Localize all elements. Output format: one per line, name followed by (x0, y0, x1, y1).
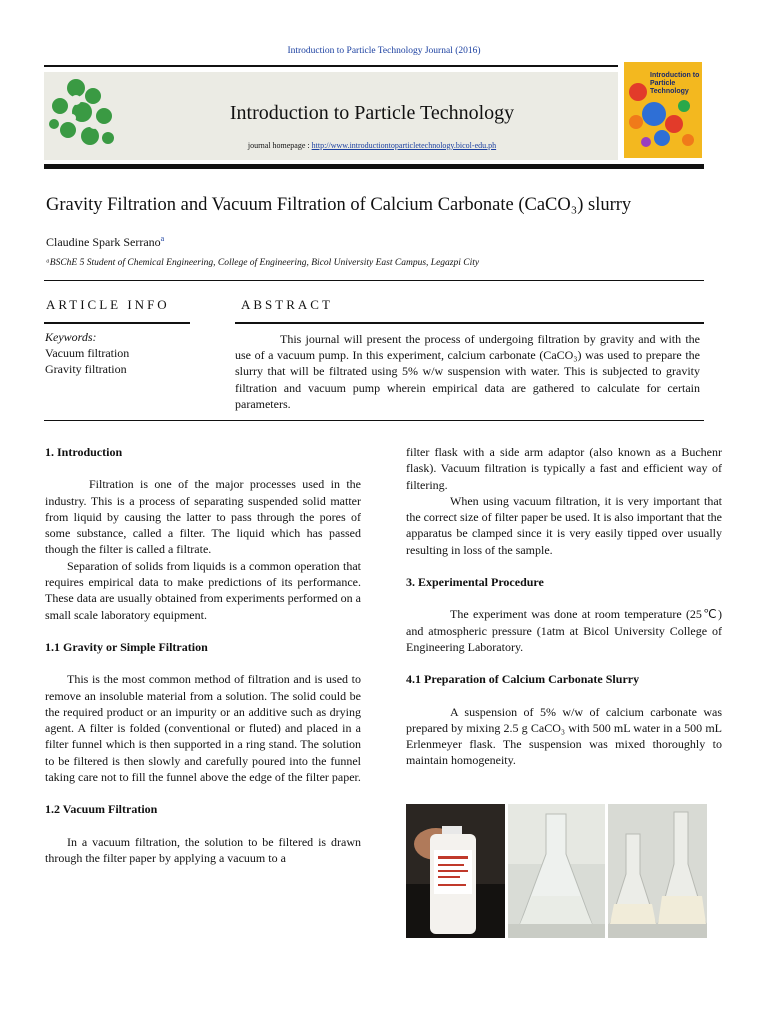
paragraph: The experiment was done at room temperature (25℃) and atmospheric pressure (1atm at Bicol University College of Engineering Laboratory. (406, 607, 722, 654)
author-affil-mark: a (160, 234, 165, 243)
section-heading: 1.2 Vacuum Filtration (45, 802, 158, 817)
abstract-body: This journal will present the process of undergoing filtration by gravity and with the use of a vacuum pump. In this experiment, calcium carbonate (CaCO₃) was used to prepare the slurry that will be filtrated using 5% w/w suspension with water. This is subjected to gravity filtration and vacuum pump wherein empirical data are gathered to calculate for certain parameters. (235, 332, 700, 411)
paper-title: Gravity Filtration and Vacuum Filtration of Calcium Carbonate (CaCO₃) slurry (46, 195, 632, 215)
journal-homepage (122, 141, 622, 150)
homepage-link[interactable]: http://www.introductiontoparticletechnology.bicol-edu.ph (311, 141, 497, 150)
paragraph: Separation of solids from liquids is a common operation that requires empirical data to make predictions of its performance. These data are usually obtained from experiments performed on a small scale laboratory equipment. (45, 558, 361, 622)
article-info-heading: ARTICLE INFO (46, 297, 170, 312)
homepage-label: journal homepage : (247, 141, 310, 150)
cover-title: Introduction to Particle Technology (650, 72, 700, 95)
divider (44, 280, 704, 281)
section-heading: 4.1 Preparation of Calcium Carbonate Slurry (406, 672, 640, 687)
journal-title: Introduction to Particle Technology (229, 102, 515, 124)
abstract-heading: ABSTRACT (241, 297, 333, 312)
photo-reagent-bottle (406, 804, 505, 938)
paragraph: filter flask with a side arm adaptor (also known as a Buchenr flask). Vacuum filtration is typically a fast and efficient way of filtering. (406, 445, 722, 492)
keyword-item: Vacuum filtration (45, 346, 130, 360)
header-top-rule (44, 65, 618, 67)
paragraph: This is the most common method of filtration and is used to remove an insoluble material from a solution. The solid could be the required product or an impurity or an additive such as drying agent. A filter is folded (conventional or fluted) and placed in a filter funnel which is then supported in a ring stand. The solution to be filtered is then slowly and carefully poured into the funnel taking care not to fill the funnel above the edge of the filter paper. (45, 672, 361, 785)
author-affiliation: ᵃBSChE 5 Student of Chemical Engineering, College of Engineering, Bicol University East Campus, Legazpi City (46, 258, 480, 268)
photo-flask-slurry (508, 804, 605, 938)
journal-logo (46, 76, 120, 152)
paragraph: In a vacuum filtration, the solution to be filtered is drawn through the filter paper by applying a vacuum to a (45, 834, 361, 865)
keywords-label: Keywords: (45, 330, 97, 344)
article-info-rule (44, 322, 190, 324)
header-bottom-rule (44, 164, 704, 169)
divider (44, 420, 704, 421)
section-heading: 1.1 Gravity or Simple Filtration (45, 639, 208, 654)
paragraph: A suspension of 5% w/w of calcium carbonate was prepared by mixing 2.5 g CaCO₃ with 500 mL water in a 500 mL Erlenmeyer flask. The suspension was mixed thoroughly to maintain homogeneity. (406, 704, 722, 768)
journal-cover-image (624, 62, 702, 158)
left-column (45, 444, 361, 866)
journal-line: Introduction to Particle Technology Journal (2016) (287, 46, 481, 56)
paper-author (46, 234, 164, 250)
keyword-item: Gravity filtration (45, 362, 127, 376)
paragraph: When using vacuum filtration, it is very important that the correct size of filter paper be used. It is also important that the apparatus be clamped since it is very easily tipped over usually resulting in loss of the sample. (406, 493, 722, 557)
section-heading: 1. Introduction (45, 445, 123, 459)
author-name: Claudine Spark Serrano (46, 235, 161, 249)
section-heading: 3. Experimental Procedure (406, 575, 544, 590)
right-column (406, 444, 722, 769)
photo-flasks-milky (608, 804, 707, 938)
paragraph: Filtration is one of the major processes used in the industry. This is a process of separating suspended solid matter from liquid by causing the latter to pass through the pores of some substance, called a filter. The liquid which has passed though the filter is called a filtrate. (45, 477, 361, 557)
abstract-text (235, 331, 700, 412)
abstract-rule (235, 322, 704, 324)
